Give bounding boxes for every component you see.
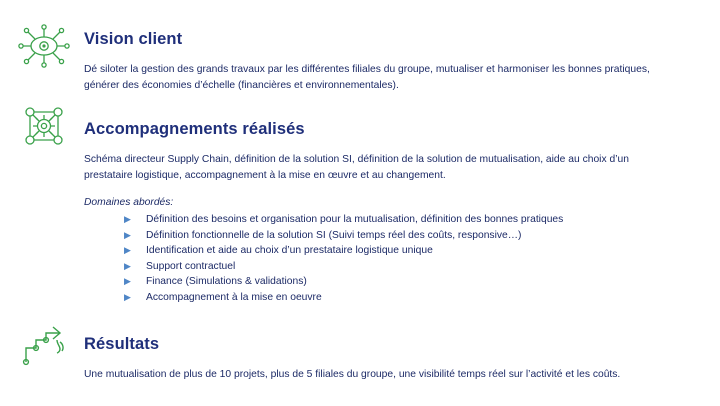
bullet-arrow-icon: ▶ xyxy=(124,214,131,224)
accompagnements-bullet-list xyxy=(84,212,664,306)
bullet-arrow-icon: ▶ xyxy=(124,260,131,271)
list-item xyxy=(84,212,664,228)
section-accompagnements xyxy=(84,120,664,306)
page-title-resultats: Résultats xyxy=(84,335,160,353)
section-vision xyxy=(84,30,664,93)
gear-network-icon xyxy=(16,98,72,154)
list-item xyxy=(84,290,664,306)
list-item xyxy=(84,243,664,259)
resultats-paragraph: Une mutualisation de plus de 10 projets, plus de 5 filiales du groupe, une visibilité temps réel sur l’activité et les coûts. xyxy=(84,369,621,380)
list-item xyxy=(84,274,664,290)
list-item-label: Finance (Simulations & validations) xyxy=(146,276,307,288)
bullet-arrow-icon: ▶ xyxy=(124,229,131,240)
page-title-vision: Vision client xyxy=(84,30,183,48)
eye-network-icon xyxy=(16,18,72,74)
list-item xyxy=(84,228,664,244)
bullet-arrow-icon: ▶ xyxy=(124,245,131,256)
list-item-label: Définition des besoins et organisation pour la mutualisation, définition des bonnes pratiques xyxy=(146,214,564,225)
section-resultats xyxy=(84,335,684,383)
bullet-arrow-icon: ▶ xyxy=(124,276,131,287)
vision-paragraph: Dé siloter la gestion des grands travaux par les différentes filiales du groupe, mutualiser et harmoniser les bonnes pratiques, générer des économies d’échelle (financières et environnementales). xyxy=(84,64,650,91)
list-item-label: Identification et aide au choix d’un prestataire logistique unique xyxy=(146,245,433,257)
growth-arrow-icon xyxy=(16,318,72,374)
list-item-label: Support contractuel xyxy=(146,260,236,272)
accompagnements-sub-label: Domaines abordés: xyxy=(84,197,174,208)
bullet-arrow-icon: ▶ xyxy=(124,291,131,302)
list-item xyxy=(84,259,664,275)
accompagnements-paragraph: Schéma directeur Supply Chain, définition de la solution SI, définition de la solution de mutualisation, aide au choix d’un prestataire logistique, accompagnement à la mise en œuvre et au changement. xyxy=(84,154,629,181)
icon-column xyxy=(10,0,78,406)
page-title-accompagnements: Accompagnements réalisés xyxy=(84,120,305,138)
list-item-label: Accompagnement à la mise en oeuvre xyxy=(146,291,322,303)
list-item-label: Définition fonctionnelle de la solution SI (Suivi temps réel des coûts, responsive…) xyxy=(146,229,522,241)
